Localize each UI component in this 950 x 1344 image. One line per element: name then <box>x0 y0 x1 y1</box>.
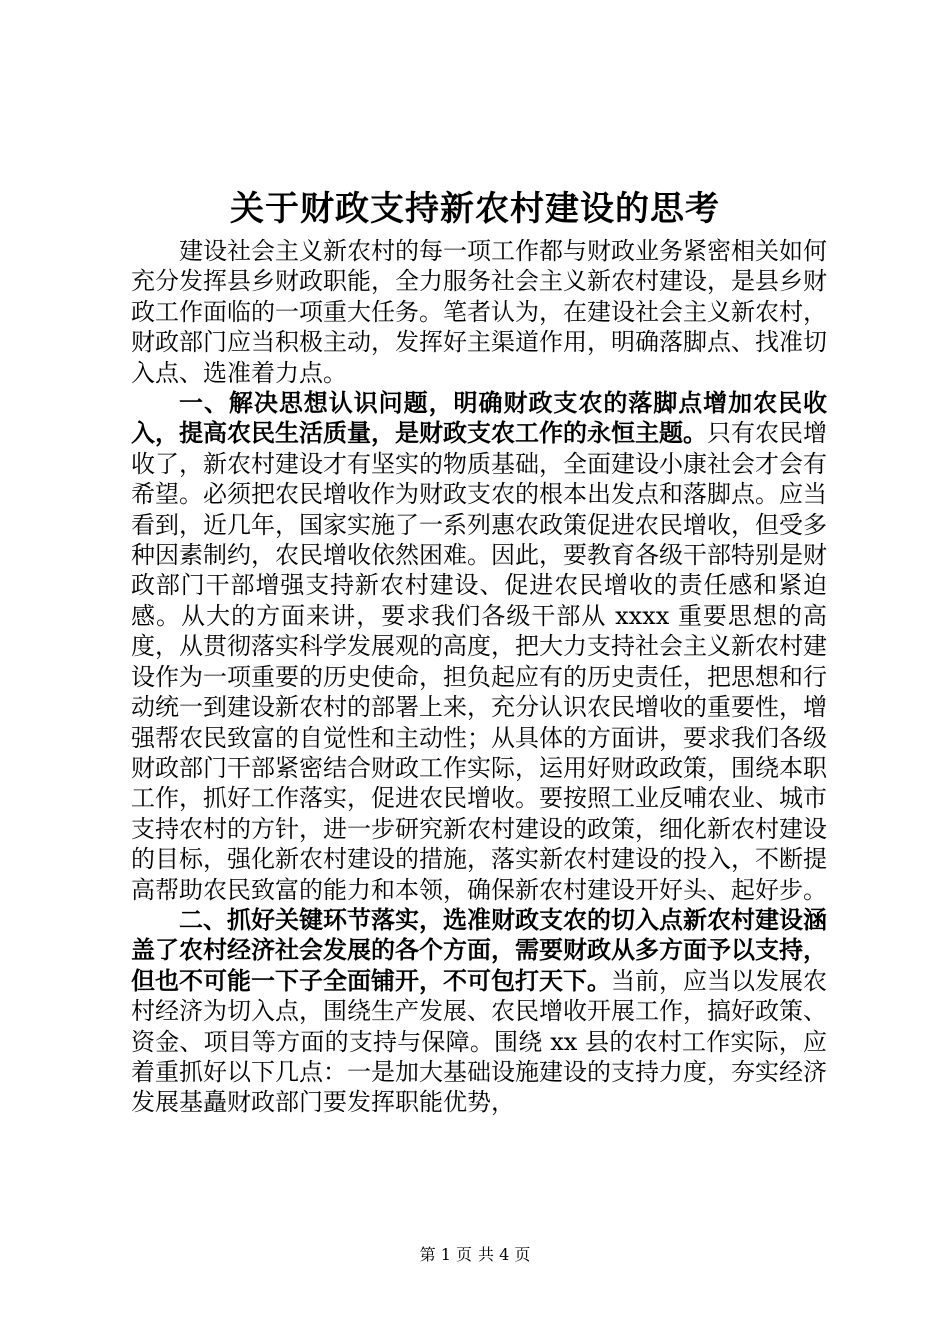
section-2-heading: 二、抓好关键环节落实，选准财政支农的切入点新农村建设涵盖了农村经济社会发展的各个方面，需要财政从多方面予以支持，但也不可能一下子全面铺开，不可包打天下。 <box>131 905 827 995</box>
section-2-paragraph <box>131 905 827 1118</box>
section-2-body: 当前，应当以发展农村经济为切入点，围绕生产发展、农民增收开展工作，搞好政策、资金、项目等方面的支持与保障。围绕 xx 县的农村工作实际，应着重抓好以下几点：一是加大基础设施建设的支持力度，夯实经济发展基矗财政部门要发挥职能优势， <box>131 966 827 1117</box>
page-total: 共 4 页 <box>478 1245 531 1264</box>
document-body <box>131 236 827 1118</box>
document-title: 关于财政支持新农村建设的思考 <box>230 189 720 229</box>
page-footer <box>0 1244 950 1266</box>
section-1-paragraph <box>131 388 827 905</box>
section-1-body: 只有农民增收了，新农村建设才有坚实的物质基础，全面建设小康社会才会有希望。必须把农民增收作为财政支农的根本出发点和落脚点。应当看到，近几年，国家实施了一系列惠农政策促进农民增收，但受多种因素制约，农民增收依然困难。因此，要教育各级干部特别是财政部门干部增强支持新农村建设、促进农民增收的责任感和紧迫感。从大的方面来讲，要求我们各级干部从 xxxx 重要思想的高度，从贯彻落实科学发展观的高度，把大力支持社会主义新农村建设作为一项重要的历史使命，担负起应有的历史责任，把思想和行动统一到建设新农村的部署上来，充分认识农民增收的重要性，增强帮农民致富的自觉性和主动性；从具体的方面讲，要求我们各级财政部门干部紧密结合财政工作实际，运用好财政政策，围绕本职工作，抓好工作落实，促进农民增收。要按照工业反哺农业、城市支持农村的方针，进一步研究新农村建设的政策，细化新农村建设的目标，强化新农村建设的措施，落实新农村建设的投入，不断提高帮助农民致富的能力和本领，确保新农村建设开好头、起好步。 <box>131 419 827 904</box>
page-number: 第 1 页 <box>419 1245 472 1264</box>
intro-paragraph: 建设社会主义新农村的每一项工作都与财政业务紧密相关如何充分发挥县乡财政职能，全力服务社会主义新农村建设，是县乡财政工作面临的一项重大任务。笔者认为，在建设社会主义新农村，财政部门应当积极主动，发挥好主渠道作用，明确落脚点、找准切入点、选准着力点。 <box>131 237 827 387</box>
section-1-heading: 一、解决思想认识问题，明确财政支农的落脚点增加农民收入，提高农民生活质量，是财政支农工作的永恒主题。 <box>131 389 827 448</box>
